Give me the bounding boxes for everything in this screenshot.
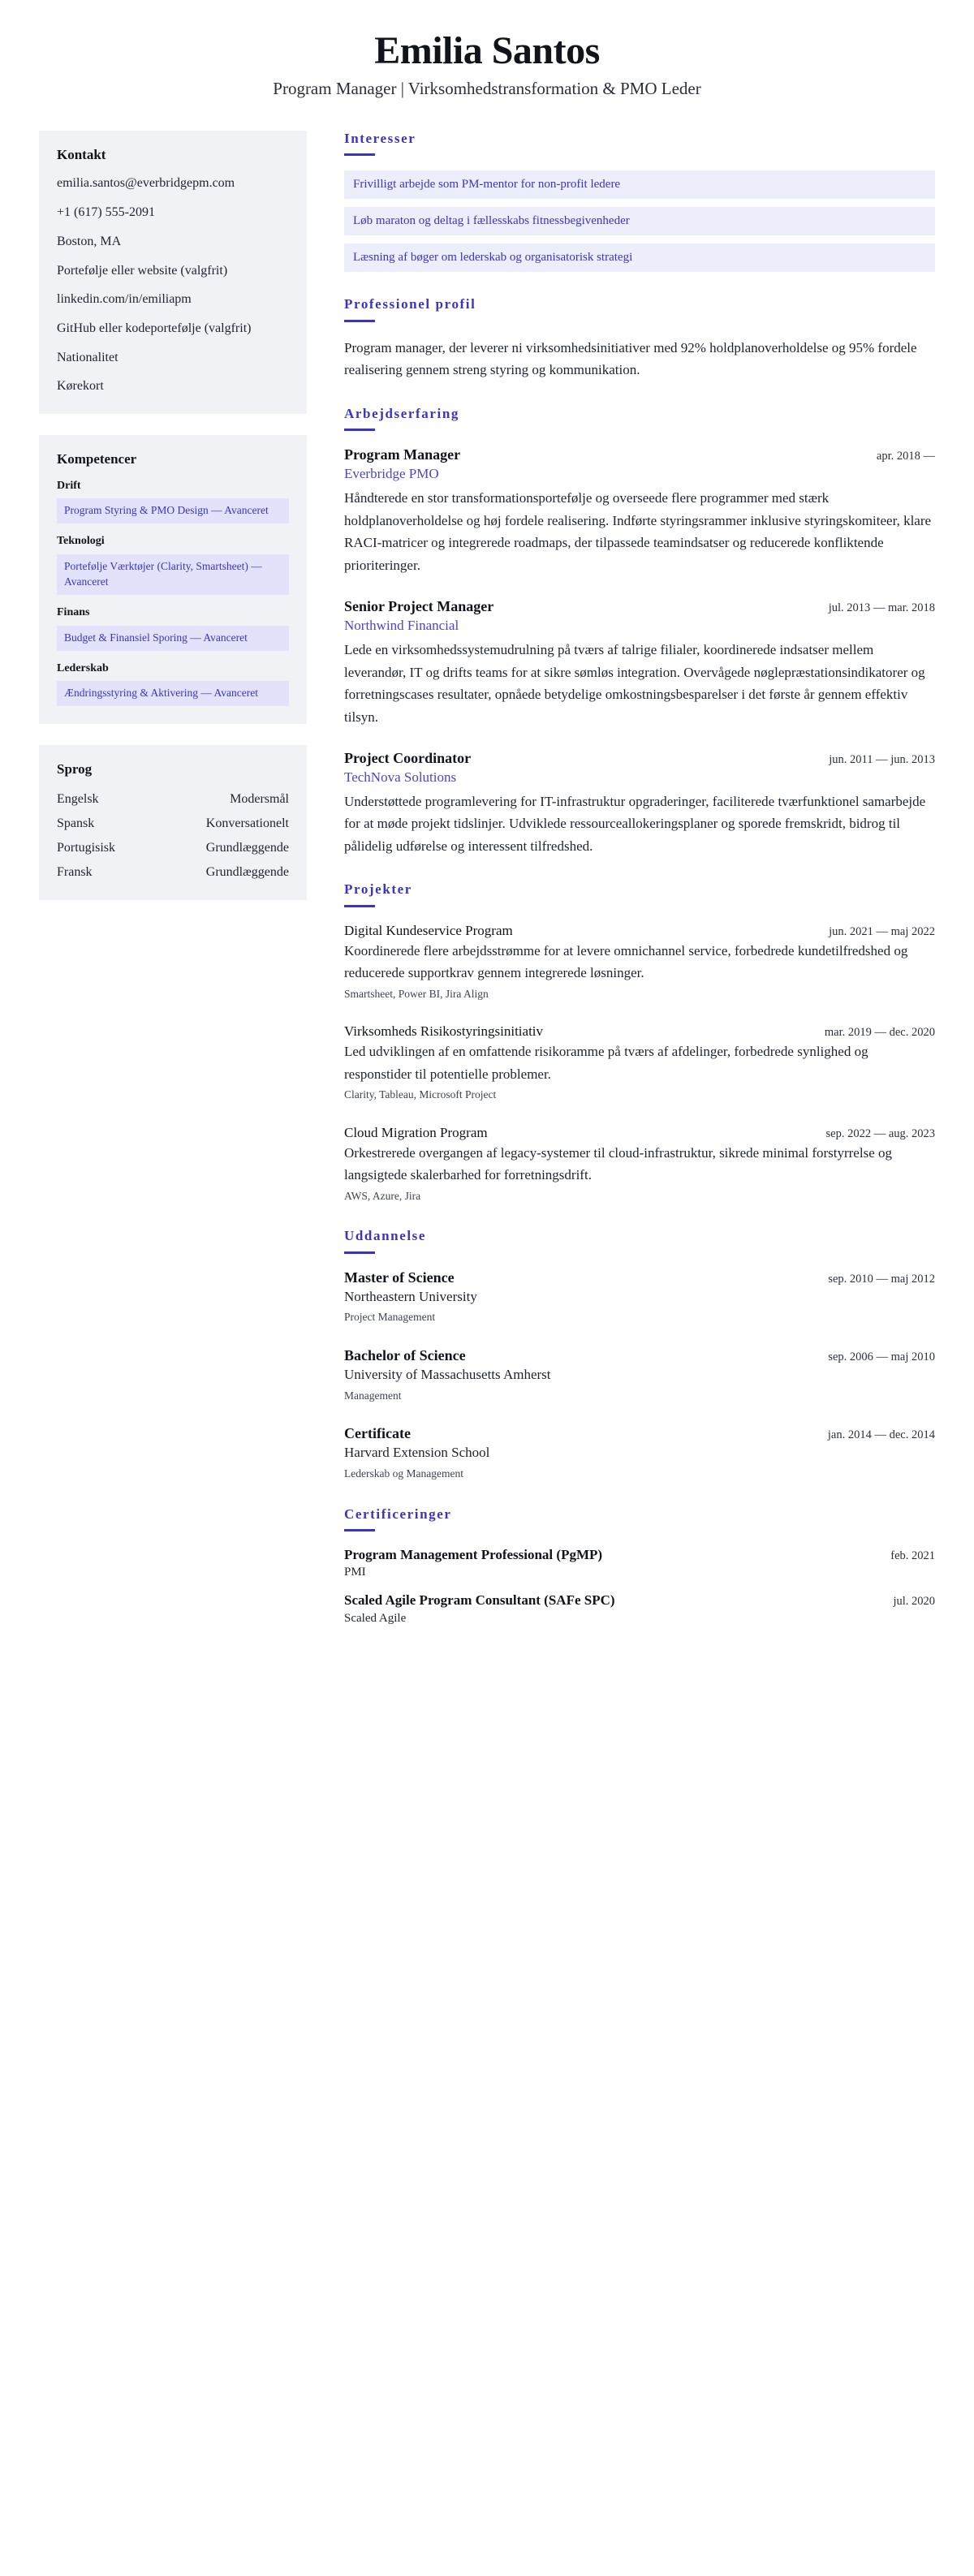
language-name: Engelsk [57,791,99,806]
section-certifications [344,1506,935,1626]
section-heading-education: Uddannelse [344,1228,427,1244]
certification-name: Scaled Agile Program Consultant (SAFe SPC) [344,1592,615,1609]
section-heading-certifications: Certificeringer [344,1506,452,1522]
section-interests [344,131,935,272]
language-level: Konversationelt [205,816,289,830]
certification-issuer: PMI [344,1566,366,1579]
language-name: Portugisisk [57,840,116,855]
contact-portfolio[interactable]: Portefølje eller website (valgfrit) [57,263,228,278]
skill-category-label: Lederskab [57,661,109,674]
experience-entry-header [344,597,935,616]
job-date-range: jun. 2011 — jun. 2013 [829,753,935,767]
skill-category-label: Drift [57,479,81,492]
resume-body [0,100,974,1659]
job-description: Understøttede programlevering for IT-infrastruktur opgraderinger, faciliterede tværfunktionel samarbejde for at møde projekt tidslinjer. Udviklede ressourceallokeringsplaner og sporede fremskridt, bidrog til pålidelig udførelse og interessent tilfredshed. [344,793,926,854]
section-education [344,1228,935,1481]
skill-group [57,480,289,524]
contact-github[interactable]: GitHub eller kodeportefølje (valgfrit) [57,321,252,336]
skill-group [57,606,289,651]
project-entry [344,922,935,1002]
degree-title: Certificate [344,1425,411,1442]
project-entry-header [344,1023,935,1040]
contact-drivers-license: Kørekort [57,379,104,394]
interest-pill: Løb maraton og deltag i fællesskabs fitnessbegivenheder [344,207,935,235]
language-name: Spansk [57,816,95,830]
section-rule [344,153,375,156]
section-rule [344,905,375,907]
school-name: Harvard Extension School [344,1445,490,1461]
section-rule [344,1251,375,1254]
education-entry [344,1346,935,1403]
section-rule [344,1529,375,1531]
school-name: University of Massachusetts Amherst [344,1366,551,1382]
project-entry-header [344,922,935,940]
candidate-name: Emilia Santos [374,29,600,72]
resume-header [0,0,974,100]
project-tech-stack: Smartsheet, Power BI, Jira Align [344,987,489,1000]
project-title: Digital Kundeservice Program [344,922,513,938]
language-level: Modersmål [230,791,289,806]
language-row [57,814,289,834]
section-experience [344,406,935,858]
experience-entry [344,446,935,576]
interest-pill: Læsning af bøger om lederskab og organisatorisk strategi [344,243,935,272]
project-tech-stack: Clarity, Tableau, Microsoft Project [344,1088,497,1101]
project-description: Orkestrerede overgangen af legacy-systemer til cloud-infrastruktur, sikrede minimal forstyrrelse og langsigtede skalerbarhed for forretningsdrift. [344,1144,892,1183]
field-of-study: Management [344,1389,402,1402]
skill-group [57,662,289,707]
section-profile [344,296,935,381]
skills-title: Kompetencer [57,451,137,467]
language-level: Grundlæggende [205,864,289,879]
profile-summary-text: Program manager, der leverer ni virksomhedsinitiativer med 92% holdplanoverholdelse og 95% fordele realisering gennem streng styring og kommunikation. [344,339,917,378]
languages-title: Sprog [57,761,93,778]
language-row [57,863,289,882]
job-date-range: jul. 2013 — mar. 2018 [828,601,935,615]
project-title: Cloud Migration Program [344,1124,488,1140]
job-company: TechNova Solutions [344,769,457,785]
education-entry [344,1269,935,1325]
certification-issuer: Scaled Agile [344,1611,407,1625]
section-heading-interests: Interesser [344,131,416,147]
education-date-range: jan. 2014 — dec. 2014 [827,1428,935,1442]
field-of-study: Project Management [344,1311,436,1324]
education-entry-header [344,1346,935,1365]
education-date-range: sep. 2010 — maj 2012 [828,1272,935,1286]
education-entry-header [344,1424,935,1443]
project-description: Led udviklingen af en omfattende risikoramme på tværs af afdelinger, forbedrede synlighed og responstider til potentielle problemer. [344,1044,868,1082]
certification-name: Program Management Professional (PgMP) [344,1547,603,1563]
section-rule [344,429,375,431]
project-date-range: sep. 2022 — aug. 2023 [825,1126,935,1140]
experience-entry-header [344,446,935,464]
job-company: Everbridge PMO [344,466,439,482]
skill-category-label: Finans [57,605,90,618]
project-date-range: mar. 2019 — dec. 2020 [824,1026,935,1040]
project-title: Virksomheds Risikostyringsinitiativ [344,1023,544,1040]
contact-location: Boston, MA [57,234,122,248]
school-name: Northeastern University [344,1288,477,1304]
experience-entry [344,597,935,728]
job-description: Lede en virksomhedssystemudrulning på tværs af talrige filialer, koordinerede indsatser mellem leverandør, IT og drifts teams for at sikre sømløs integration. Overvågede nøglepræstationsindikatorer og forretningscases resultater, opnåede betydelige omkostningsbesparelser i det første år gennem effektiv tilsyn. [344,641,925,725]
sidebar [39,131,307,921]
project-entry [344,1124,935,1204]
candidate-headline: Program Manager | Virksomhedstransformation & PMO Leder [273,78,701,98]
contact-email[interactable]: emilia.santos@everbridgepm.com [57,176,235,191]
section-heading-projects: Projekter [344,881,412,898]
certification-entry [344,1592,935,1626]
education-date-range: sep. 2006 — maj 2010 [828,1350,935,1363]
section-projects [344,881,935,1204]
experience-entry [344,749,935,857]
languages-card [39,745,307,899]
skill-pill: Portefølje Værktøjer (Clarity, Smartsheet) — Avanceret [57,554,289,595]
certification-entry-header [344,1592,935,1609]
section-rule [344,320,375,322]
certification-date: jul. 2020 [893,1595,935,1609]
contact-linkedin[interactable]: linkedin.com/in/emiliapm [57,292,192,307]
skill-pill: Budget & Finansiel Sporing — Avanceret [57,626,289,651]
skill-category-label: Teknologi [57,535,105,548]
project-tech-stack: AWS, Azure, Jira [344,1189,421,1202]
certification-entry [344,1546,935,1580]
job-title: Program Manager [344,446,461,463]
project-entry [344,1023,935,1102]
education-entry-header [344,1269,935,1287]
certification-entry-header [344,1546,935,1564]
language-name: Fransk [57,864,93,879]
field-of-study: Lederskab og Management [344,1467,463,1480]
contact-phone[interactable]: +1 (617) 555-2091 [57,205,156,220]
job-company: Northwind Financial [344,618,459,634]
contact-title: Kontakt [57,147,106,163]
interest-pill: Frivilligt arbejde som PM-mentor for non-profit ledere [344,170,935,199]
skills-card [39,435,307,724]
skill-group [57,535,289,595]
language-level: Grundlæggende [205,840,289,855]
language-row [57,838,289,858]
section-heading-profile: Professionel profil [344,296,476,312]
job-title: Project Coordinator [344,750,472,767]
language-row [57,790,289,809]
education-entry [344,1424,935,1481]
degree-title: Bachelor of Science [344,1347,466,1363]
section-heading-experience: Arbejdserfaring [344,405,460,421]
job-date-range: apr. 2018 — [876,450,935,463]
contact-nationality: Nationalitet [57,350,119,364]
job-title: Senior Project Manager [344,598,494,615]
contact-card [39,131,307,414]
project-date-range: jun. 2021 — maj 2022 [829,924,935,938]
skill-pill: Ændringsstyring & Aktivering — Avanceret [57,681,289,706]
certification-date: feb. 2021 [890,1549,935,1563]
project-entry-header [344,1124,935,1142]
project-description: Koordinerede flere arbejdsstrømme for at levere omnichannel service, forbedrede kundetilfredshed og reducerede supportkrav gennem integrerede løsninger. [344,942,908,981]
job-description: Håndterede en stor transformationsportefølje og overseede flere programmer med stærk holdplanoverholdelse og høj fordele realisering. Indførte styringsrammer inklusive styringskomiteer, klare RACI-matricer og integrerede roadmaps, der tilpassede teamindsatser og reducerede konfliktende prioriteringer. [344,490,932,573]
experience-entry-header [344,749,935,768]
main-column [344,131,935,1626]
skill-pill: Program Styring & PMO Design — Avanceret [57,498,289,523]
degree-title: Master of Science [344,1269,455,1286]
